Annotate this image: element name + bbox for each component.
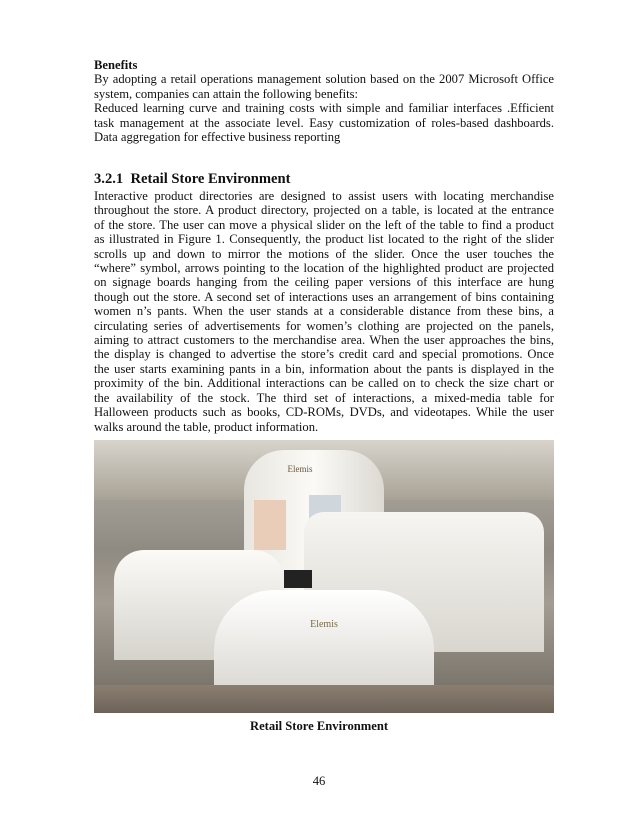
text-line: proximity of the bin. Additional interactions can be called on to check the size chart or [94,376,554,391]
text-line: throughout the store. A product directory, projected on a table, is located at the entrance [94,203,554,218]
text-line: Data aggregation for effective business reporting [94,130,341,145]
figure-caption: Retail Store Environment [249,719,389,733]
text-line: task management at the associate level. Easy customization of roles-based dashboards. [94,115,554,130]
text-line: the display is changed to advertise the store’s credit card and special promotions. Once [94,347,554,362]
text-line: of the store. The user can move a physical slider on the left of the table to find a product [94,217,554,232]
logo-text: Elemis [310,619,338,630]
text-line: women n’s pants. When the user stands at a considerable distance from these bins, a [94,304,554,319]
text-line: the user starts examining pants in a bin, information about the pants is displayed in the [94,361,554,376]
section-heading: 3.2.1 Retail Store Environment [94,171,291,187]
benefits-section [94,58,554,144]
text-line: walks around the table, product information. [94,419,319,434]
logo-text: Elemis [287,464,313,474]
store-photo [94,440,554,713]
text-line: system, companies can attain the following benefits: [94,86,359,101]
text-line: on signage boards hanging from the ceiling paper versions of this interface are hung [94,275,554,290]
benefits-title: Benefits [94,58,138,72]
text-line: aiming to attract customers to the merchandise area. When the user approaches the bins, [94,333,554,348]
page-number: 46 [312,774,326,788]
text-line: the availability of the stock. The third set of interactions, a mixed-media table for [94,390,554,405]
text-line: Halloween products such as books, CD-ROMs, DVDs, and videotapes. While the user [94,405,554,420]
text-line: By adopting a retail operations management solution based on the 2007 Microsoft Office [94,72,554,87]
section-body [94,189,554,434]
text-line: Reduced learning curve and training costs with simple and familiar interfaces .Efficient [94,101,554,116]
text-line: Interactive product directories are designed to assist users with locating merchandise [94,189,554,203]
text-line: though out the store. A second set of interactions uses an arrangement of bins containing [94,289,554,304]
text-line: circulating series of advertisements for women’s clothing are projected on the panels, [94,318,554,333]
text-line: scrolls up and down to mirror the motions of the slider. Once the user touches the [94,246,554,261]
text-line: as illustrated in Figure 1. Consequently, the product list located to the right of the slider [94,232,554,247]
text-line: “where” symbol, arrows pointing to the location of the highlighted product are projected [94,261,554,276]
